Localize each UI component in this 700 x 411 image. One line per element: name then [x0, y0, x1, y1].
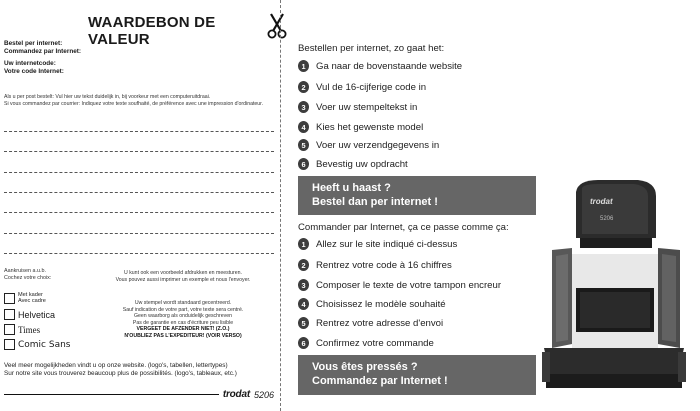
checkbox[interactable]	[4, 293, 15, 304]
option-helvetica[interactable]	[4, 309, 55, 320]
step-fr-5	[298, 317, 443, 329]
banner-nl	[298, 176, 536, 215]
coupon-title	[88, 14, 280, 48]
step-text: Composer le texte de votre tampon encreur	[316, 279, 502, 291]
signature-rule	[4, 394, 219, 395]
coupon-title-nl: WAARDEBON	[88, 14, 190, 31]
scissors-icon	[266, 12, 288, 40]
step-number-badge: 5	[298, 139, 309, 151]
text-line-7[interactable]	[4, 253, 274, 254]
step-number-badge: 6	[298, 337, 309, 349]
brand-logo: trodat	[222, 389, 250, 400]
step-fr-6	[298, 337, 434, 349]
text-line-3[interactable]	[4, 172, 274, 173]
step-fr-3	[298, 279, 501, 291]
order-label-nl: Bestel per internet:	[4, 40, 63, 47]
example-note	[88, 270, 278, 283]
post-note-nl: Als u per post bestelt: Vul hier uw tekst duidelijk in, bij voorkeur met een computeruitdraai.	[4, 94, 211, 100]
checkbox[interactable]	[4, 339, 15, 350]
step-number-badge: 4	[298, 121, 309, 133]
banner-fr-line1: Vous êtes pressés ?	[312, 361, 418, 373]
footer-text-fr: Sur notre site vous trouverez beaucoup plus de possibilités. (logo's, tableaux, etc.)	[4, 370, 237, 377]
step-text: Bevestig uw opdracht	[316, 158, 408, 170]
stamp-brand: trodat	[590, 197, 613, 206]
step-number-badge: 2	[298, 259, 309, 271]
banner-fr-line2: Commandez par Internet !	[312, 375, 448, 387]
text-line-4[interactable]	[4, 192, 274, 193]
banner-fr	[298, 355, 536, 395]
stamp-illustration	[538, 176, 688, 396]
banner-nl-line1: Heeft u haast ?	[312, 182, 391, 194]
option-helvetica-label: Helvetica	[18, 309, 56, 320]
step-text: Rentrez votre adresse d'envoi	[316, 317, 444, 329]
step-text: Ga naar de bovenstaande website	[316, 60, 463, 72]
warning-nl: VERGEET DE AFZENDER NIET! (Z.O.)	[136, 326, 230, 333]
step-text: Voer uw stempeltekst in	[316, 101, 418, 113]
standard-note-3: Geen waarborg als onduidelijk geschreven	[133, 313, 233, 320]
checkbox[interactable]	[4, 309, 15, 320]
standard-note-4: Pas de garantie en cas d'écriture peu lisible	[132, 319, 234, 326]
step-number-badge: 3	[298, 279, 309, 291]
option-frame[interactable]	[4, 292, 46, 304]
option-comic-sans[interactable]	[4, 339, 71, 350]
example-note-nl: U kunt ook een voorbeeld afdrukken en meesturen.	[124, 270, 242, 276]
option-comic-sans-label: Comic Sans	[18, 339, 71, 350]
step-nl-3	[298, 101, 417, 113]
step-text: Vul de 16-cijferige code in	[316, 81, 427, 93]
standard-note-1: Uw stempel wordt standaard gecentreerd.	[134, 300, 232, 306]
step-number-badge: 3	[298, 101, 309, 113]
text-line-5[interactable]	[4, 212, 274, 213]
coupon	[0, 0, 280, 411]
step-number-badge: 6	[298, 158, 309, 170]
check-header-fr: Cochez votre choix:	[4, 275, 52, 281]
intro-nl: Bestellen per internet, zo gaat het:	[298, 43, 445, 54]
step-text: Voer uw verzendgegevens in	[316, 139, 440, 151]
post-note-fr: Si vous commandez par courrier: Indiquez votre texte soufhaité, de préférence avec une impression d'ordinateur.	[4, 101, 264, 107]
option-frame-nl: Met kader	[18, 292, 43, 298]
coupon-title-fr: DE VALEUR	[88, 14, 216, 48]
step-number-badge: 5	[298, 317, 309, 329]
step-text: Choisissez le modèle souhaité	[316, 298, 446, 310]
step-text: Allez sur le site indiqué ci-dessus	[316, 238, 458, 250]
order-label-fr: Commandez par Internet:	[4, 47, 82, 55]
order-label	[4, 40, 81, 56]
intro-fr: Commander par Internet, ça ce passe comme ça:	[298, 222, 509, 233]
step-nl-4	[298, 121, 423, 133]
step-text: Confirmez votre commande	[316, 337, 434, 349]
code-label-fr: Votre code Internet:	[4, 67, 64, 75]
example-note-fr: Vous pouvez aussi imprimer un exemple et nous l'envoyer.	[115, 276, 251, 283]
step-nl-1	[298, 60, 462, 72]
checkbox[interactable]	[4, 324, 15, 335]
option-times-label: Times	[18, 324, 41, 335]
option-frame-label	[18, 292, 46, 304]
signature-line	[4, 389, 274, 400]
option-times[interactable]	[4, 324, 40, 335]
step-fr-2	[298, 259, 452, 271]
step-number-badge: 1	[298, 238, 309, 250]
text-line-1[interactable]	[4, 131, 274, 132]
standard-note-2: Sauf indication de votre part, votre texte sera centré.	[122, 306, 244, 313]
stamp-model: 5206	[600, 216, 614, 222]
code-label	[4, 60, 64, 76]
standard-note	[86, 300, 280, 340]
option-frame-fr: Avec cadre	[18, 298, 46, 305]
step-number-badge: 2	[298, 81, 309, 93]
step-number-badge: 4	[298, 298, 309, 310]
step-nl-2	[298, 81, 426, 93]
text-line-6[interactable]	[4, 233, 274, 234]
step-nl-6	[298, 158, 408, 170]
model-number: 5206	[253, 389, 274, 400]
cut-line	[280, 0, 281, 411]
step-number-badge: 1	[298, 60, 309, 72]
footer-text	[4, 362, 237, 378]
code-label-nl: Uw internetcode:	[4, 60, 56, 67]
step-fr-1	[298, 238, 457, 250]
footer-text-nl: Veel meer mogelijkheden vindt u op onze website. (logo's, tabellen, lettertypes)	[4, 362, 228, 369]
step-fr-4	[298, 298, 446, 310]
step-text: Kies het gewenste model	[316, 121, 424, 133]
check-header-nl: Aankruisen a.u.b.	[4, 268, 46, 274]
text-line-2[interactable]	[4, 151, 274, 152]
warning-fr: N'OUBLIEZ PAS L'EXPEDITEUR! (VOIR VERSO)	[124, 332, 242, 339]
step-text: Rentrez votre code à 16 chiffres	[316, 259, 452, 271]
check-header	[4, 268, 51, 282]
post-note	[4, 94, 263, 108]
banner-nl-line2: Bestel dan per internet !	[312, 196, 438, 208]
step-nl-5	[298, 139, 439, 151]
